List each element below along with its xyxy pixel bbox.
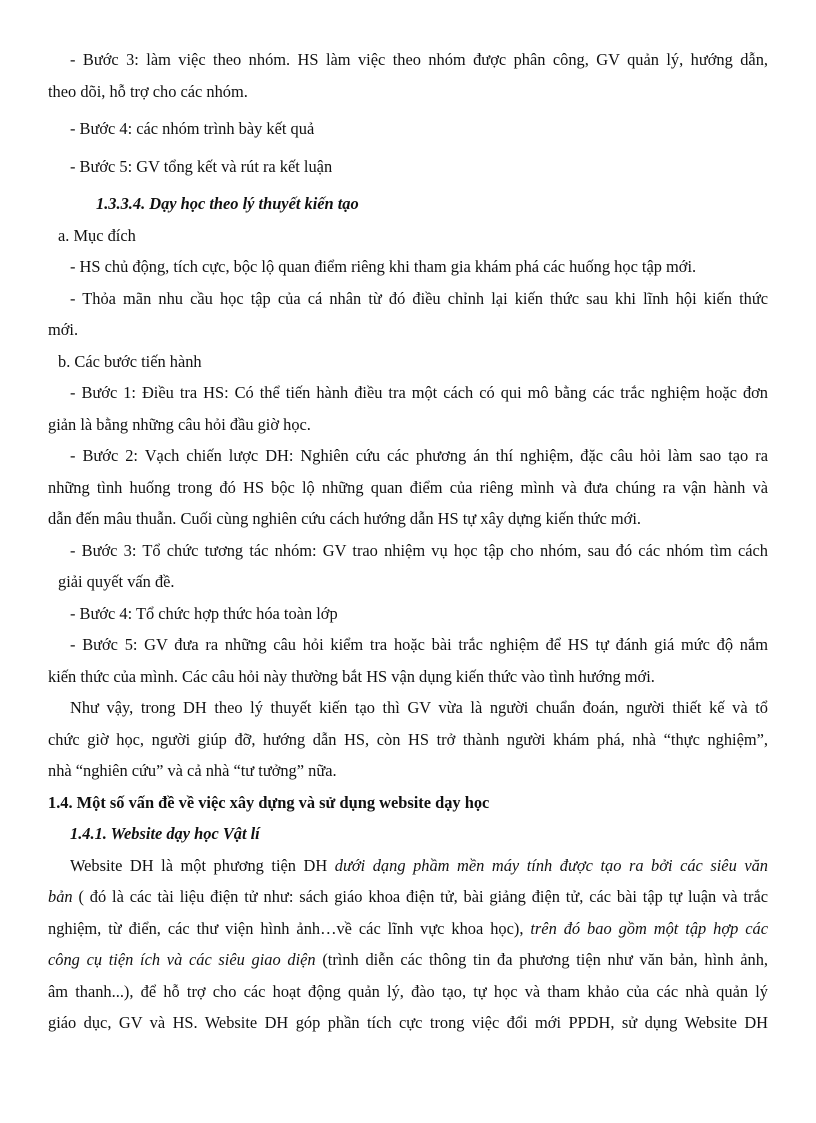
website-para-line2 bbox=[48, 881, 768, 913]
website-line1-normal: Website DH là một phương tiện DH bbox=[70, 855, 335, 875]
website-line2-normal: ( đó là các tài liệu điện tử như: sách giáo khoa điện tử, bài giảng điện tử, các bài tập tự luận và trắc bbox=[72, 887, 768, 906]
kt-step1-line1: - Bước 1: Điều tra HS: Có thể tiến hành điều tra một cách có qui mô bằng các trắc nghiệm hoặc đơn bbox=[70, 383, 768, 402]
step3-line2: theo dõi, hỗ trợ cho các nhóm. bbox=[48, 81, 248, 101]
website-line4-normal: (trình diễn các thông tin đa phương tiện như văn bản, hình ảnh, bbox=[315, 950, 768, 969]
purpose-title: a. Mục đích bbox=[58, 225, 136, 245]
website-para-line3 bbox=[48, 913, 768, 945]
section-heading-14: 1.4. Một số vấn đề về việc xây dựng và sử dụng website dạy học bbox=[48, 792, 490, 812]
section-heading-1334: 1.3.3.4. Dạy học theo lý thuyết kiến tạo bbox=[96, 194, 359, 213]
steps-title: b. Các bước tiến hành bbox=[58, 351, 202, 371]
kt-step5-line2: kiến thức của mình. Các câu hỏi này thường bắt HS vận dụng kiến thức vào tình hướng mới. bbox=[48, 666, 655, 686]
kt-step4-line: - Bước 4: Tổ chức hợp thức hóa toàn lớp bbox=[70, 603, 338, 623]
purpose-item-1: - HS chủ động, tích cực, bộc lộ quan điểm riêng khi tham gia khám phá các huống học tập mới. bbox=[70, 257, 697, 276]
website-line3-normal: nghiệm, từ điển, các thư viện hình ảnh…về các lĩnh vực khoa học), bbox=[48, 918, 531, 938]
website-line3-italic: trên đó bao gồm một tập hợp các bbox=[530, 918, 768, 938]
summary-line1: Như vậy, trong DH theo lý thuyết kiến tạo thì GV vừa là người chuẩn đoán, người thiết kế và tổ bbox=[70, 698, 768, 717]
step3-line1: - Bước 3: làm việc theo nhóm. HS làm việc theo nhóm được phân công, GV quản lý, hướng dẫn, bbox=[70, 50, 768, 69]
kt-step3-line2: giải quyết vấn đề. bbox=[58, 572, 175, 591]
kt-step3-line1: - Bước 3: Tổ chức tương tác nhóm: GV trao nhiệm vụ học tập cho nhóm, sau đó các nhóm tìm cách bbox=[70, 540, 768, 560]
kt-step2-line2: những tình huống trong đó HS bộc lộ những quan điểm của riêng mình và đưa chúng ra vận hành và bbox=[48, 477, 768, 497]
summary-line2: chức giờ học, người giúp đỡ, hướng dẫn HS, còn HS trở thành người khám phá, nhà “thực nghiệm”, bbox=[48, 729, 768, 749]
website-para-line4 bbox=[48, 944, 768, 976]
purpose-item-2-line1: - Thỏa mãn nhu cầu học tập của cá nhân từ đó điều chỉnh lại kiến thức sau khi lĩnh hội kiến thức bbox=[70, 288, 768, 308]
document-page bbox=[48, 44, 768, 1039]
website-line4-italic: công cụ tiện ích và các siêu giao diện bbox=[48, 950, 316, 969]
step5-line: - Bước 5: GV tổng kết và rút ra kết luận bbox=[70, 156, 333, 176]
website-para-line6: giáo dục, GV và HS. Website DH góp phần tích cực trong việc đổi mới PPDH, sử dụng Website DH bbox=[48, 1013, 768, 1032]
section-heading-141: 1.4.1. Website dạy học Vật lí bbox=[70, 824, 260, 843]
website-para-line5: âm thanh...), để hỗ trợ cho các hoạt động quản lý, đào tạo, tự học và tham khảo của các nhà quản lý bbox=[48, 981, 768, 1001]
step4-line: - Bước 4: các nhóm trình bày kết quả bbox=[70, 119, 315, 138]
website-line2-italic: bản bbox=[48, 887, 73, 906]
summary-line3: nhà “nghiên cứu” và cả nhà “tư tưởng” nữa. bbox=[48, 761, 337, 780]
kt-step1-line2: giản là bằng những câu hỏi đầu giờ học. bbox=[48, 414, 311, 434]
website-line1-italic: dưới dạng phầm mền máy tính được tạo ra bởi các siêu văn bbox=[334, 855, 768, 875]
purpose-item-2-line2: mới. bbox=[48, 320, 79, 339]
kt-step5-line1: - Bước 5: GV đưa ra những câu hỏi kiểm tra hoặc bài trắc nghiệm để HS tự đánh giá mức độ nắm bbox=[70, 635, 768, 654]
website-para-line1 bbox=[48, 850, 768, 882]
kt-step2-line1: - Bước 2: Vạch chiến lược DH: Nghiên cứu các phương án thí nghiệm, đặc câu hỏi làm sao tạo ra bbox=[70, 446, 768, 465]
kt-step2-line3: dẫn đến mâu thuẫn. Cuối cùng nghiên cứu cách hướng dẫn HS tự xây dựng kiến thức mới. bbox=[48, 509, 641, 528]
